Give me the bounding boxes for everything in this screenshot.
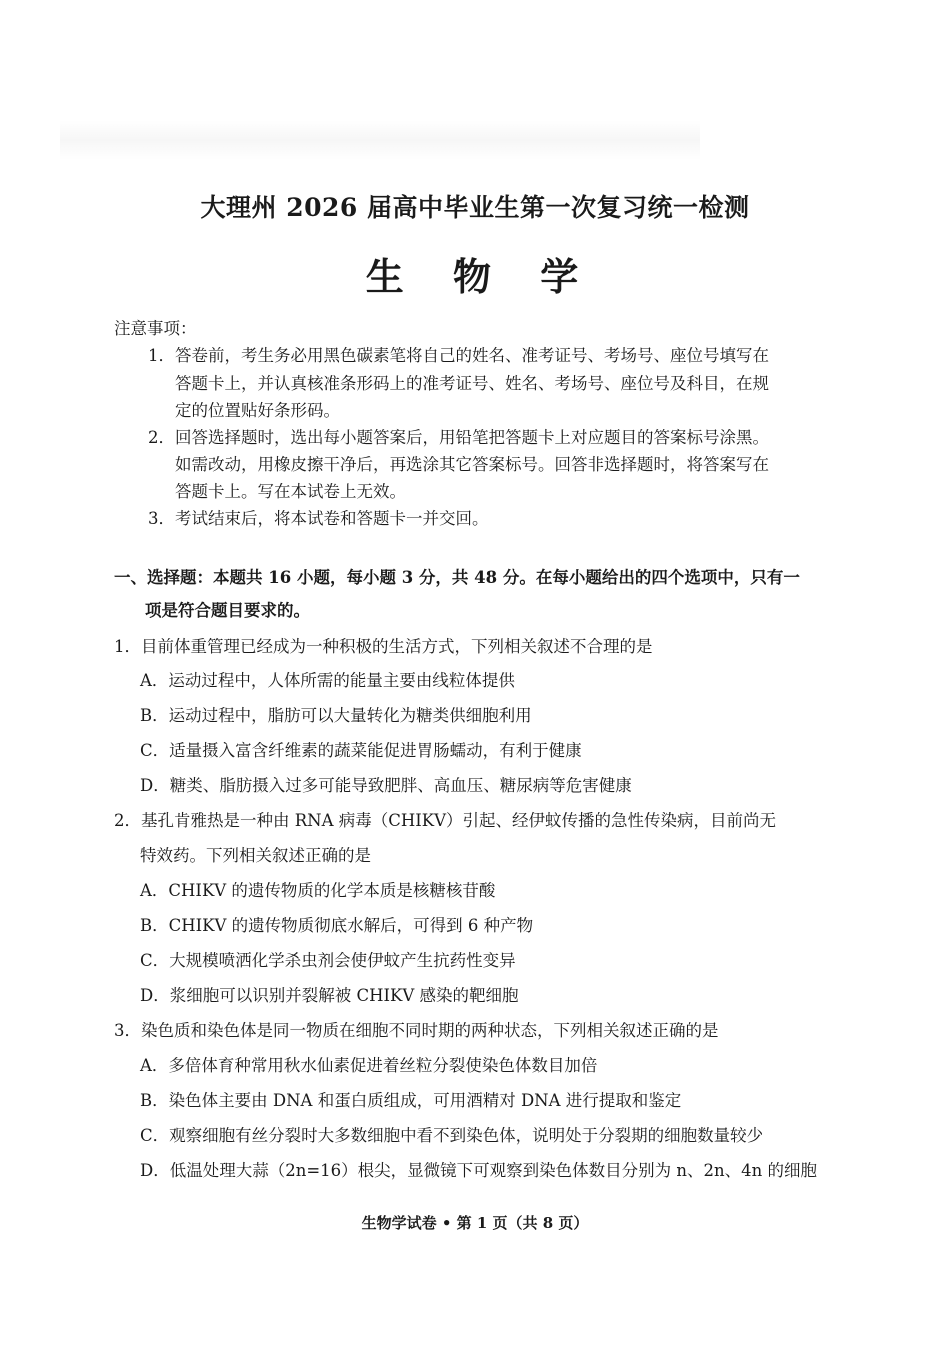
question-1-option-a: A．运动过程中，人体所需的能量主要由线粒体提供	[140, 671, 515, 690]
notice-item-2-line-1: 2．回答选择题时，选出每小题答案后，用铅笔把答题卡上对应题目的答案标号涂黑。	[148, 428, 769, 447]
subject-title: 生 物 学	[365, 254, 597, 299]
question-1-option-b: B．运动过程中，脂肪可以大量转化为糖类供细胞利用	[140, 706, 532, 725]
question-2-stem-line-2: 特效药。下列相关叙述正确的是	[140, 846, 371, 865]
section-heading-line-1: 一、选择题：本题共 16 小题，每小题 3 分，共 48 分。在每小题给出的四个选项中，只有一	[114, 568, 800, 587]
notice-item-1-line-1: 1．答卷前，考生务必用黑色碳素笔将自己的姓名、准考证号、考场号、座位号填写在	[148, 346, 769, 365]
question-3-stem: 3．染色质和染色体是同一物质在细胞不同时期的两种状态，下列相关叙述正确的是	[114, 1021, 719, 1040]
notice-item-2-line-3: 答题卡上。写在本试卷上无效。	[175, 482, 406, 501]
question-2-option-b: B．CHIKV 的遗传物质彻底水解后，可得到 6 种产物	[140, 916, 534, 935]
scan-shadow	[60, 120, 700, 160]
notice-item-1-line-3: 定的位置贴好条形码。	[175, 401, 340, 420]
question-3-option-d: D．低温处理大蒜（2n=16）根尖，显微镜下可观察到染色体数目分别为 n、2n、4n 的细胞	[140, 1161, 818, 1180]
question-1-option-c: C．适量摄入富含纤维素的蔬菜能促进胃肠蠕动，有利于健康	[140, 741, 582, 760]
page-footer: 生物学试卷 • 第 1 页（共 8 页）	[361, 1214, 589, 1232]
section-heading-line-2: 项是符合题目要求的。	[145, 601, 310, 620]
notice-item-3-line-1: 3．考试结束后，将本试卷和答题卡一并交回。	[148, 509, 489, 528]
notice-heading: 注意事项：	[114, 319, 197, 338]
question-2-option-a: A．CHIKV 的遗传物质的化学本质是核糖核苷酸	[140, 881, 496, 900]
question-3-option-b: B．染色体主要由 DNA 和蛋白质组成，可用酒精对 DNA 进行提取和鉴定	[140, 1091, 682, 1110]
question-2-option-d: D．浆细胞可以识别并裂解被 CHIKV 感染的靶细胞	[140, 986, 519, 1005]
question-2-stem-line-1: 2．基孔肯雅热是一种由 RNA 病毒（CHIKV）引起、经伊蚊传播的急性传染病，目前尚无	[114, 811, 777, 830]
question-3-option-a: A．多倍体育种常用秋水仙素促进着丝粒分裂使染色体数目加倍	[140, 1056, 598, 1075]
question-1-stem: 1．目前体重管理已经成为一种积极的生活方式，下列相关叙述不合理的是	[114, 637, 653, 656]
notice-item-1-line-2: 答题卡上，并认真核准条形码上的准考证号、姓名、考场号、座位号及科目，在规	[175, 374, 769, 393]
notice-item-2-line-2: 如需改动，用橡皮擦干净后，再选涂其它答案标号。回答非选择题时，将答案写在	[175, 455, 769, 474]
question-1-option-d: D．糖类、脂肪摄入过多可能导致肥胖、高血压、糖尿病等危害健康	[140, 776, 632, 795]
question-3-option-c: C．观察细胞有丝分裂时大多数细胞中看不到染色体，说明处于分裂期的细胞数量较少	[140, 1126, 764, 1145]
exam-title: 大理州 2026 届高中毕业生第一次复习统一检测	[200, 193, 750, 222]
question-2-option-c: C．大规模喷洒化学杀虫剂会使伊蚊产生抗药性变异	[140, 951, 516, 970]
